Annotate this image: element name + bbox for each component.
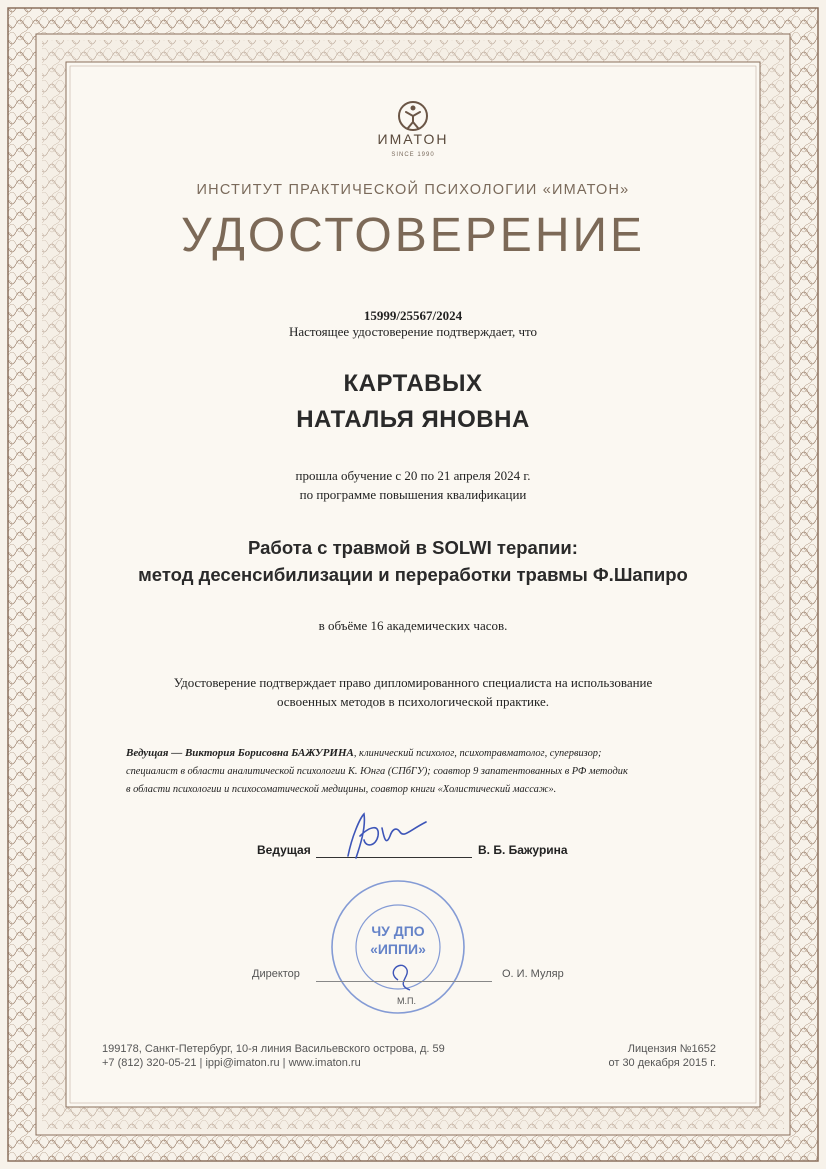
certificate-number: 15999/25567/2024 — [363, 308, 463, 323]
institute-name: ИНСТИТУТ ПРАКТИЧЕСКОЙ ПСИХОЛОГИИ «ИМАТОН» — [196, 182, 630, 198]
stamp-center-line1: ЧУ ДПО — [371, 923, 425, 939]
bio-line1-rest: , клинический психолог, психотравматолог, супервизор; — [353, 748, 602, 759]
license-date: от 30 декабря 2015 г. — [608, 1057, 716, 1069]
footer-contacts — [102, 1042, 445, 1070]
rights-line1: Удостоверение подтверждает право дипломированного специалиста на использование — [173, 675, 653, 690]
rights-line2: освоенных методов в психологической практике. — [276, 694, 550, 709]
intro-text: Настоящее удостоверение подтверждает, что — [288, 324, 537, 339]
footer-contact-line: +7 (812) 320-05-21 | ippi@imaton.ru | www.imaton.ru — [102, 1057, 361, 1069]
holder-given-names: НАТАЛЬЯ ЯНОВНА — [296, 406, 530, 433]
stamp-center-line2: «ИППИ» — [370, 941, 426, 957]
footer-license — [608, 1042, 716, 1070]
program-type: по программе повышения квалификации — [299, 487, 527, 502]
brand-since: SINCE 1990 — [391, 152, 435, 158]
director-label: Директор — [252, 968, 300, 980]
director-name: О. И. Муляр — [502, 968, 564, 980]
lead-label: Ведущая — [257, 843, 311, 857]
course-title-line1: Работа с травмой в SOLWI терапии: — [248, 537, 578, 558]
brand-name: ИМАТОН — [377, 131, 449, 147]
instructor-bio — [126, 744, 706, 799]
document-title: УДОСТОВЕРЕНИЕ — [181, 209, 645, 262]
holder-surname: КАРТАВЫХ — [343, 370, 483, 397]
course-hours: в объёме 16 академических часов. — [318, 618, 508, 633]
stamp-place: М.П. — [397, 996, 416, 1006]
footer-address: 199178, Санкт-Петербург, 10-я линия Васильевского острова, д. 59 — [102, 1043, 445, 1055]
bio-line2: специалист в области аналитической психологии К. Юнга (СПбГУ); соавтор 9 запатентованных в РФ методик — [126, 766, 628, 777]
director-signature-line — [316, 981, 492, 982]
course-title-line2: метод десенсибилизации и переработки травмы Ф.Шапиро — [138, 564, 688, 585]
bio-lead: Ведущая — Виктория Борисовна БАЖУРИНА — [126, 747, 354, 759]
bio-line3: в области психологии и психосоматической медицины, соавтор книги «Холистический массаж». — [126, 784, 557, 795]
lead-signature — [330, 806, 440, 866]
license-number: Лицензия №1652 — [627, 1043, 716, 1055]
training-dates: прошла обучение с 20 по 21 апреля 2024 г. — [295, 468, 531, 483]
lead-name: В. Б. Бажурина — [478, 843, 568, 857]
